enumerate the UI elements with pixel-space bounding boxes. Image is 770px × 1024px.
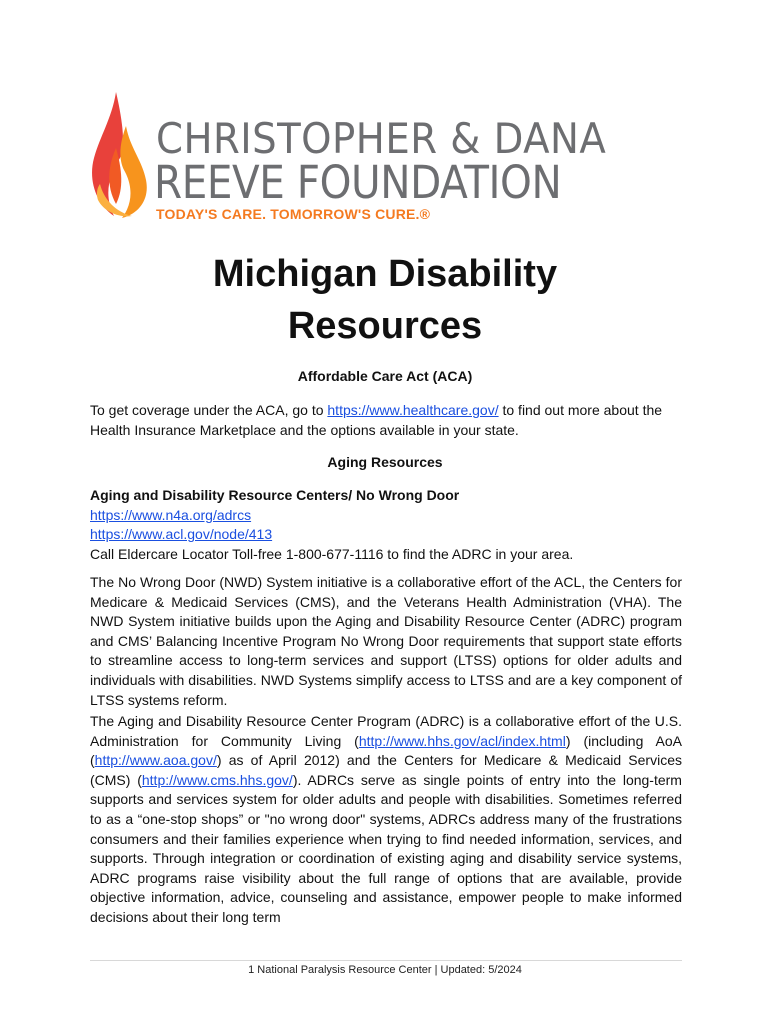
eldercare-locator-text: Call Eldercare Locator Toll-free 1-800-677-1116 to find the ADRC in your area. xyxy=(90,545,574,562)
aoa-link[interactable]: http://www.aoa.gov/ xyxy=(94,752,217,769)
n4a-link[interactable]: https://www.n4a.org/adrcs xyxy=(90,506,252,523)
acl-link[interactable]: https://www.acl.gov/node/413 xyxy=(90,526,273,543)
page-title xyxy=(0,248,770,352)
logo-name-line2: REEVE FOUNDATION xyxy=(154,156,562,209)
adrc-text-2: ) (including AoA ( xyxy=(90,732,682,769)
aca-paragraph xyxy=(90,401,682,440)
healthcare-gov-link[interactable]: https://www.healthcare.gov/ xyxy=(327,402,499,418)
adrc-text-3: ) as of April 2012) and the Centers for Medicare & Medicaid Services (CMS) ( xyxy=(90,752,682,788)
flame-icon xyxy=(86,88,156,220)
adrc-paragraph xyxy=(90,712,682,928)
aca-heading: Affordable Care Act (ACA) xyxy=(297,368,473,384)
nwd-paragraph: The No Wrong Door (NWD) System initiative is a collaborative effort of the ACL, the Centers for Medicare & Medicaid Services (CMS), and the Veterans Health Administration (VHA). The NWD System initiative builds upon the Aging and Disability Resource Center (ADRC) program and CMS’ Balancing Incentive Program No Wrong Door requirements that support state efforts to streamline access to long-term services and support (LTSS) options for older adults and individuals with disabilities. NWD Systems simplify access to LTSS and are a key component of LTSS systems reform. xyxy=(90,574,682,708)
adrc-subheading: Aging and Disability Resource Centers/ No Wrong Door xyxy=(90,487,460,503)
adrc-contact-block xyxy=(90,486,682,564)
page-footer: 1 National Paralysis Resource Center | Updated: 5/2024 xyxy=(248,964,522,976)
page-title-line1: Michigan Disability xyxy=(212,253,558,295)
adrc-text-1: The Aging and Disability Resource Center Program (ADRC) is a collaborative effort of the U.S. Administration for Community Living ( xyxy=(90,713,682,749)
page-title-line2: Resources xyxy=(287,305,483,347)
hhs-acl-link[interactable]: http://www.hhs.gov/acl/index.html xyxy=(358,732,566,749)
logo-tagline: TODAY'S CARE. TOMORROW'S CURE.® xyxy=(156,206,431,222)
adrc-text-4: ). ADRCs serve as single points of entry into the long-term supports and services system for older adults and people with disabilities. Sometimes referred to as a “one-stop shops” or "no wrong door" systems, ADRCs address many of the frustrations consumers and their families experience when trying to find needed information, services, and supports. Through integration or coordination of existing aging and disability service systems, ADRC programs raise visibility about the full range of options that are available, provide objective information, advice, counseling and assistance, empower people to make informed decisions about their long term xyxy=(90,771,682,925)
foundation-logo xyxy=(86,88,634,220)
aca-text-after: to find out more about the Health Insurance Marketplace and the options available in your state. xyxy=(90,402,663,438)
cms-link[interactable]: http://www.cms.hhs.gov/ xyxy=(141,771,293,788)
aca-text-before: To get coverage under the ACA, go to xyxy=(90,402,328,418)
aging-heading: Aging Resources xyxy=(327,454,443,470)
footer-divider xyxy=(90,960,682,961)
logo-name-line1: CHRISTOPHER & DANA xyxy=(156,114,607,163)
